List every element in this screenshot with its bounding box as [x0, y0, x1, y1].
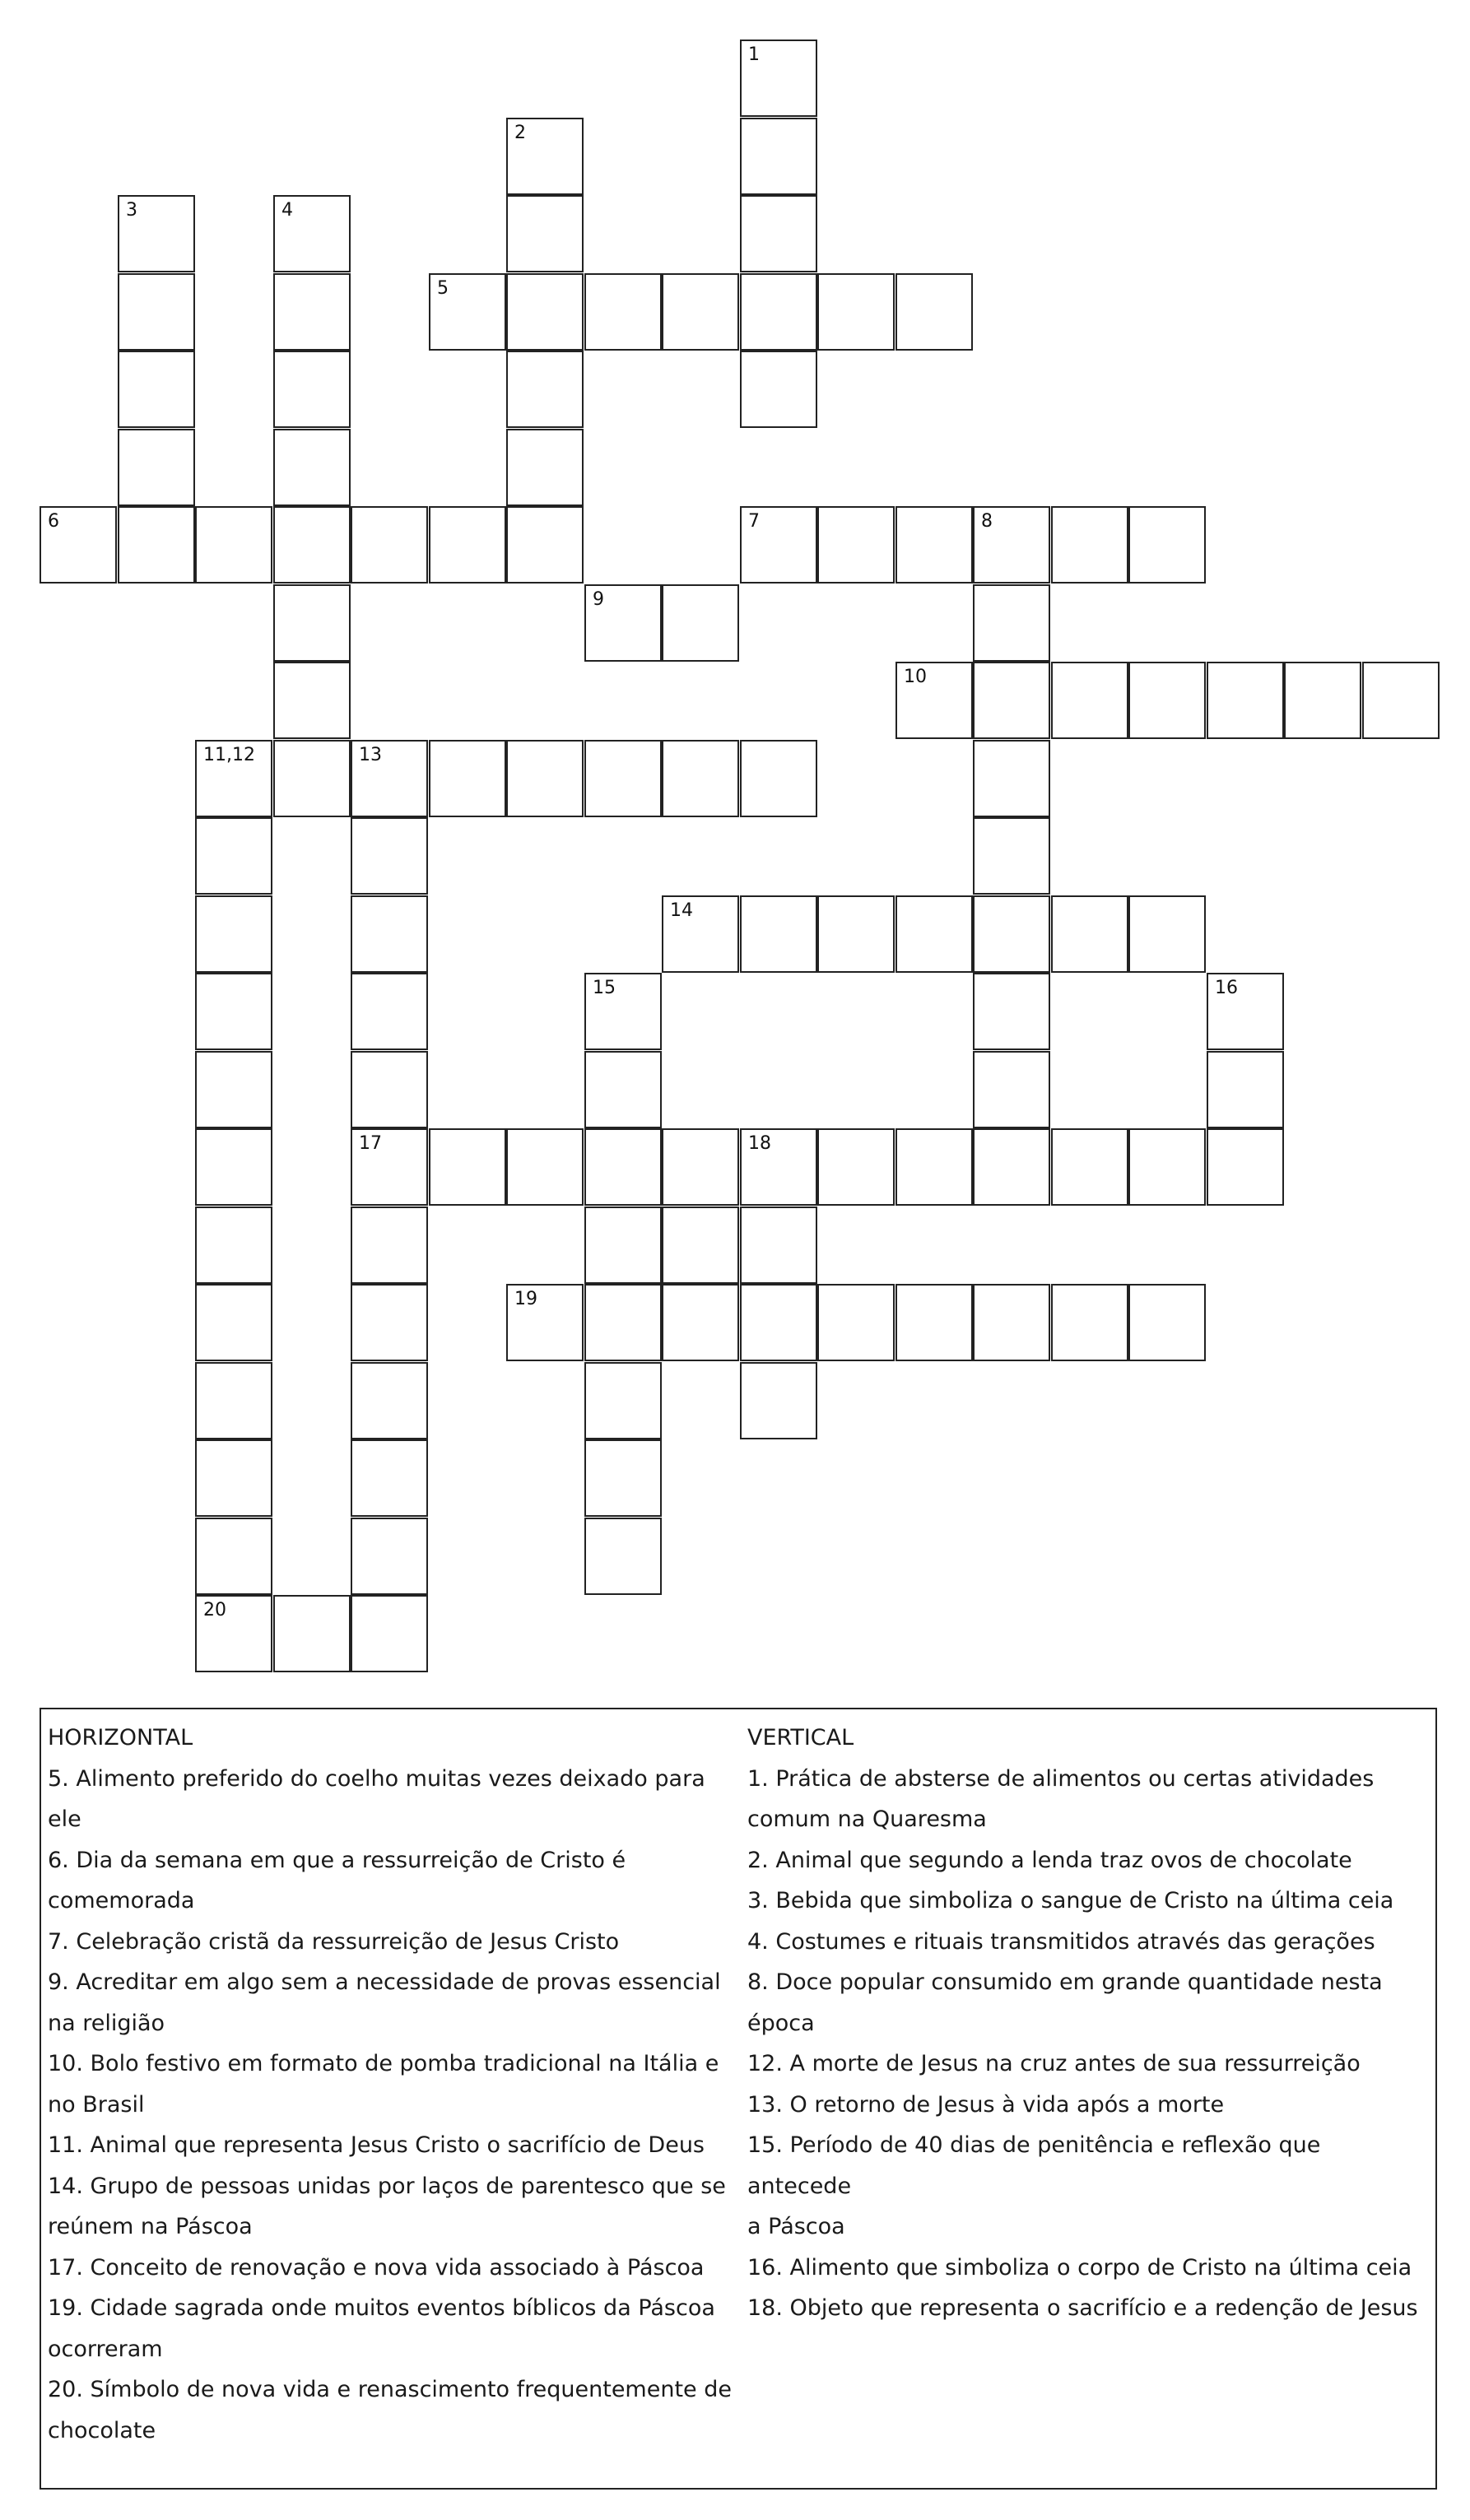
grid-cell[interactable]	[584, 1051, 662, 1128]
grid-cell[interactable]	[1128, 1284, 1206, 1361]
grid-cell[interactable]	[1284, 662, 1361, 739]
grid-cell[interactable]	[118, 273, 195, 351]
grid-cell[interactable]	[973, 740, 1050, 817]
clue-line: 18. Objeto que representa o sacrifício e a redenção de Jesus	[747, 2295, 1418, 2321]
clue-line: 6. Dia da semana em que a ressurreição de Cristo é	[48, 1847, 626, 1873]
grid-cell[interactable]	[273, 584, 351, 662]
grid-cell[interactable]	[273, 195, 351, 272]
clue-line: 9. Acreditar em algo sem a necessidade de provas essencial	[48, 1969, 721, 1995]
clue-line: comemorada	[48, 1888, 195, 1913]
grid-cell[interactable]	[584, 973, 662, 1050]
grid-cell[interactable]	[1207, 1051, 1284, 1128]
clue-line: reúnem na Páscoa	[48, 2214, 253, 2239]
clue-line: 8. Doce popular consumido em grande quantidade nesta	[747, 1969, 1383, 1995]
grid-cell[interactable]	[895, 273, 973, 351]
grid-cell[interactable]	[1128, 506, 1206, 584]
grid-cell[interactable]	[973, 895, 1050, 973]
clue-line: 12. A morte de Jesus na cruz antes de sua ressurreição	[747, 2051, 1361, 2076]
horizontal-clues	[48, 1718, 744, 2451]
grid-cell[interactable]	[662, 895, 739, 973]
grid-cell[interactable]	[740, 40, 817, 117]
grid-cell[interactable]	[973, 506, 1050, 584]
grid-cell[interactable]	[195, 1439, 272, 1517]
clue-number: 7	[748, 511, 760, 532]
grid-cell[interactable]	[740, 1284, 817, 1361]
clue-line: ocorreram	[48, 2336, 163, 2362]
grid-cell[interactable]	[817, 273, 895, 351]
grid-cell[interactable]	[740, 195, 817, 272]
grid-cell[interactable]	[662, 1284, 739, 1361]
clue-line: 5. Alimento preferido do coelho muitas vezes deixado para	[48, 1765, 705, 1792]
grid-cell[interactable]	[1362, 662, 1440, 739]
grid-cell[interactable]	[273, 740, 351, 817]
clue-number: 10	[904, 667, 927, 687]
grid-cell[interactable]	[118, 195, 195, 272]
grid-cell[interactable]	[506, 273, 584, 351]
grid-cell[interactable]	[429, 1128, 506, 1206]
grid-cell[interactable]	[584, 1439, 662, 1517]
grid-cell[interactable]	[273, 506, 351, 584]
clue-number: 2	[514, 123, 526, 143]
clue-number: 20	[203, 1600, 226, 1620]
grid-cell[interactable]	[584, 584, 662, 662]
grid-cell[interactable]	[40, 506, 117, 584]
grid-cell[interactable]	[351, 506, 428, 584]
clue-line: 7. Celebração cristã da ressurreição de Jesus Cristo	[48, 1928, 620, 1955]
clue-number: 1	[748, 44, 760, 65]
grid-cell[interactable]	[973, 1051, 1050, 1128]
grid-cell[interactable]	[584, 1128, 662, 1206]
clue-line: 2. Animal que segundo a lenda traz ovos de chocolate	[747, 1847, 1352, 1873]
grid-cell[interactable]	[1207, 662, 1284, 739]
vertical-heading: VERTICAL	[747, 1725, 854, 1751]
grid-cell[interactable]	[817, 1128, 895, 1206]
grid-cell[interactable]	[1051, 1284, 1128, 1361]
grid-cell[interactable]	[351, 895, 428, 973]
grid-cell[interactable]	[817, 895, 895, 973]
clue-line: 17. Conceito de renovação e nova vida associado à Páscoa	[48, 2254, 705, 2281]
grid-cell[interactable]	[740, 1207, 817, 1284]
grid-cell[interactable]	[817, 506, 895, 584]
grid-cell[interactable]	[584, 1207, 662, 1284]
grid-cell[interactable]	[740, 506, 817, 584]
grid-cell[interactable]	[351, 1207, 428, 1284]
clue-line: época	[747, 2010, 815, 2036]
grid-cell[interactable]	[584, 740, 662, 817]
grid-cell[interactable]	[895, 662, 973, 739]
grid-cell[interactable]	[506, 1128, 584, 1206]
grid-cell[interactable]	[1128, 1128, 1206, 1206]
grid-cell[interactable]	[351, 1284, 428, 1361]
grid-cell[interactable]	[351, 1595, 428, 1672]
grid-cell[interactable]	[118, 506, 195, 584]
grid-cell[interactable]	[740, 118, 817, 195]
grid-cell[interactable]	[973, 1284, 1050, 1361]
grid-cell[interactable]	[195, 973, 272, 1050]
clue-number: 13	[359, 745, 382, 765]
grid-cell[interactable]	[740, 895, 817, 973]
grid-cell[interactable]	[195, 1518, 272, 1595]
clue-line: 13. O retorno de Jesus à vida após a morte	[747, 2091, 1225, 2118]
grid-cell[interactable]	[118, 351, 195, 428]
grid-cell[interactable]	[584, 1362, 662, 1439]
grid-cell[interactable]	[506, 506, 584, 584]
grid-cell[interactable]	[817, 1284, 895, 1361]
clue-number: 4	[281, 200, 293, 221]
grid-cell[interactable]	[973, 817, 1050, 895]
grid-cell[interactable]	[195, 1284, 272, 1361]
clue-line: 10. Bolo festivo em formato de pomba tradicional na Itália e	[48, 2051, 719, 2076]
grid-cell[interactable]	[584, 1518, 662, 1595]
grid-cell[interactable]	[273, 351, 351, 428]
grid-cell[interactable]	[195, 506, 272, 584]
grid-cell[interactable]	[429, 273, 506, 351]
clue-line: 19. Cidade sagrada onde muitos eventos bíblicos da Páscoa	[48, 2295, 715, 2321]
grid-cell[interactable]	[195, 740, 272, 817]
grid-cell[interactable]	[506, 1284, 584, 1361]
clue-line: 3. Bebida que simboliza o sangue de Cristo na última ceia	[747, 1888, 1394, 1913]
grid-cell[interactable]	[351, 1518, 428, 1595]
grid-cell[interactable]	[351, 1362, 428, 1439]
grid-cell[interactable]	[273, 662, 351, 739]
grid-cell[interactable]	[662, 273, 739, 351]
grid-cell[interactable]	[973, 662, 1050, 739]
clues-box	[40, 1708, 1437, 2490]
clue-line: chocolate	[48, 2417, 156, 2443]
clue-number: 8	[981, 511, 993, 532]
clue-number: 17	[359, 1133, 382, 1154]
clue-line: 1. Prática de absterse de alimentos ou certas atividades	[747, 1765, 1375, 1792]
clue-number: 9	[593, 589, 604, 610]
grid-cell[interactable]	[351, 817, 428, 895]
grid-cell[interactable]	[584, 273, 662, 351]
grid-cell[interactable]	[662, 740, 739, 817]
grid-cell[interactable]	[506, 429, 584, 506]
clue-line: na religião	[48, 2010, 165, 2036]
clue-number: 11,12	[203, 745, 255, 765]
clue-number: 16	[1215, 978, 1238, 998]
grid-cell[interactable]	[1128, 662, 1206, 739]
grid-cell[interactable]	[351, 1128, 428, 1206]
grid-cell[interactable]	[1128, 895, 1206, 973]
grid-cell[interactable]	[351, 740, 428, 817]
grid-cell[interactable]	[195, 1207, 272, 1284]
grid-cell[interactable]	[740, 351, 817, 428]
clue-number: 15	[593, 978, 616, 998]
grid-cell[interactable]	[506, 740, 584, 817]
grid-cell[interactable]	[1051, 662, 1128, 739]
clue-line: 4. Costumes e rituais transmitidos através das gerações	[747, 1928, 1375, 1955]
grid-cell[interactable]	[895, 895, 973, 973]
grid-cell[interactable]	[973, 973, 1050, 1050]
horizontal-heading: HORIZONTAL	[48, 1725, 193, 1751]
grid-cell[interactable]	[1051, 506, 1128, 584]
grid-cell[interactable]	[506, 195, 584, 272]
grid-cell[interactable]	[195, 817, 272, 895]
clue-line: 14. Grupo de pessoas unidas por laços de parentesco que se	[48, 2173, 726, 2199]
clue-number: 14	[670, 900, 693, 921]
grid-cell[interactable]	[1051, 1128, 1128, 1206]
clue-line: 20. Símbolo de nova vida e renascimento frequentemente de	[48, 2377, 732, 2402]
grid-cell[interactable]	[1207, 1128, 1284, 1206]
clue-number: 5	[437, 278, 449, 299]
grid-cell[interactable]	[1207, 973, 1284, 1050]
grid-cell[interactable]	[429, 506, 506, 584]
grid-cell[interactable]	[662, 1207, 739, 1284]
grid-cell[interactable]	[1051, 895, 1128, 973]
grid-cell[interactable]	[273, 273, 351, 351]
grid-cell[interactable]	[118, 429, 195, 506]
grid-cell[interactable]	[506, 351, 584, 428]
clue-number: 18	[748, 1133, 771, 1154]
grid-cell[interactable]	[740, 1128, 817, 1206]
clue-line: no Brasil	[48, 2091, 145, 2118]
grid-cell[interactable]	[973, 1128, 1050, 1206]
grid-cell[interactable]	[273, 1595, 351, 1672]
grid-cell[interactable]	[195, 1051, 272, 1128]
grid-cell[interactable]	[895, 1128, 973, 1206]
grid-cell[interactable]	[895, 1284, 973, 1361]
clue-number: 19	[514, 1289, 537, 1309]
grid-cell[interactable]	[195, 895, 272, 973]
grid-cell[interactable]	[351, 1051, 428, 1128]
grid-cell[interactable]	[429, 740, 506, 817]
clue-number: 3	[126, 200, 137, 221]
clue-line: 16. Alimento que simboliza o corpo de Cristo na última ceia	[747, 2254, 1412, 2281]
grid-cell[interactable]	[584, 1284, 662, 1361]
grid-cell[interactable]	[662, 1128, 739, 1206]
clue-line: a Páscoa	[747, 2214, 845, 2239]
clue-line: comum na Quaresma	[747, 1806, 987, 1832]
grid-cell[interactable]	[740, 273, 817, 351]
grid-cell[interactable]	[273, 429, 351, 506]
vertical-clues	[747, 1718, 1430, 2329]
clue-line: ele	[48, 1806, 81, 1832]
grid-cell[interactable]	[740, 740, 817, 817]
grid-cell[interactable]	[895, 506, 973, 584]
clue-line: 11. Animal que representa Jesus Cristo o sacrifício de Deus	[48, 2132, 705, 2158]
grid-cell[interactable]	[351, 973, 428, 1050]
grid-cell[interactable]	[195, 1595, 272, 1672]
grid-cell[interactable]	[740, 1362, 817, 1439]
grid-cell[interactable]	[973, 584, 1050, 662]
clue-number: 6	[48, 511, 59, 532]
grid-cell[interactable]	[195, 1362, 272, 1439]
grid-cell[interactable]	[662, 584, 739, 662]
clue-line: 15. Período de 40 dias de penitência e reflexão que antecede	[747, 2132, 1321, 2199]
grid-cell[interactable]	[195, 1128, 272, 1206]
grid-cell[interactable]	[351, 1439, 428, 1517]
grid-cell[interactable]	[506, 118, 584, 195]
